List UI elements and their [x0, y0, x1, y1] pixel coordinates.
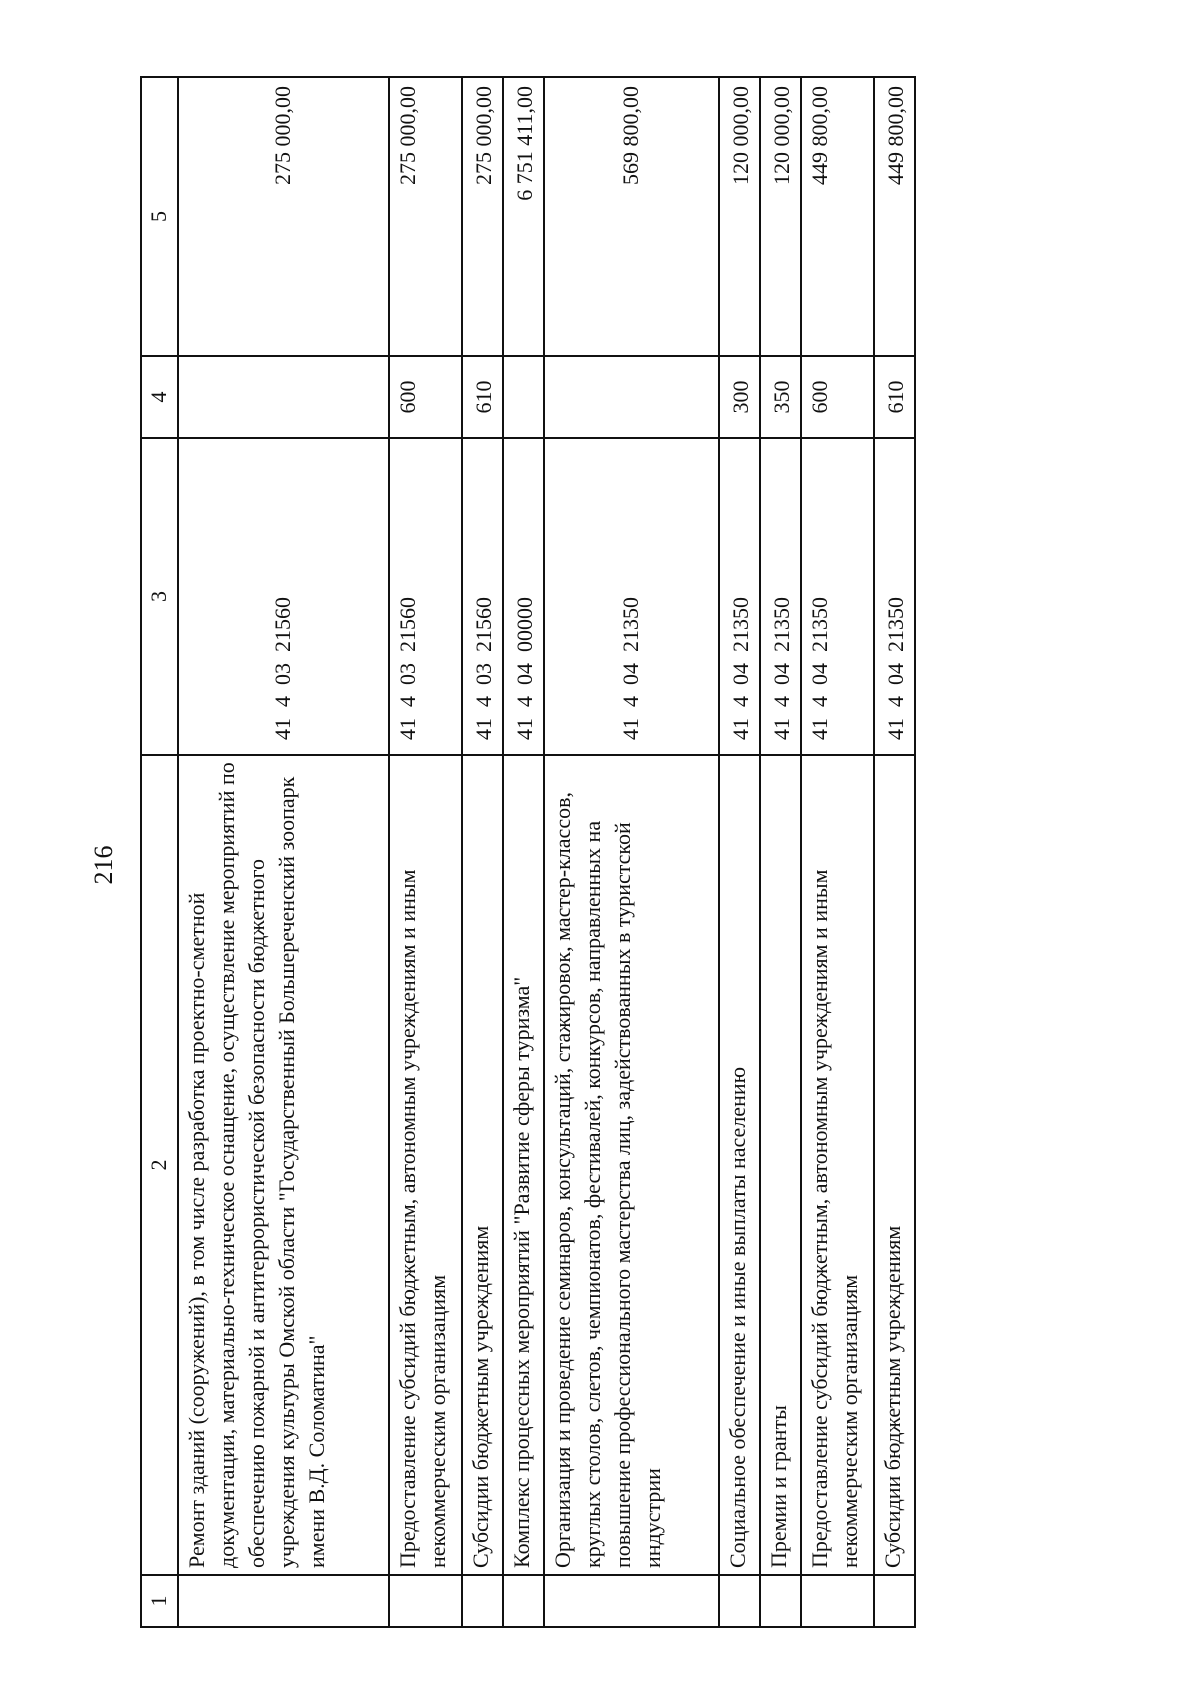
row-number-cell	[178, 1575, 389, 1627]
row-amount: 275 000,00	[389, 77, 462, 356]
budget-table	[140, 76, 916, 1628]
row-code: 41 4 04 21350	[760, 438, 801, 755]
table-row	[719, 77, 760, 1627]
row-number-cell	[801, 1575, 874, 1627]
row-code: 41 4 03 21560	[462, 438, 503, 755]
row-code: 41 4 04 21350	[801, 438, 874, 755]
row-type: 350	[760, 356, 801, 438]
row-name: Субсидии бюджетным учреждениям	[462, 755, 503, 1575]
row-code: 41 4 03 21560	[389, 438, 462, 755]
row-amount: 275 000,00	[462, 77, 503, 356]
row-type	[544, 356, 719, 438]
row-code: 41 4 04 21350	[874, 438, 915, 755]
row-amount: 449 800,00	[874, 77, 915, 356]
table-row	[462, 77, 503, 1627]
header-col-4: 4	[141, 356, 178, 438]
table-header-row	[141, 77, 178, 1627]
row-number-cell	[389, 1575, 462, 1627]
header-col-2: 2	[141, 755, 178, 1575]
row-type: 600	[801, 356, 874, 438]
row-number-cell	[544, 1575, 719, 1627]
table-row	[874, 77, 915, 1627]
header-col-5: 5	[141, 77, 178, 356]
table-row	[760, 77, 801, 1627]
table-row	[544, 77, 719, 1627]
row-name: Социальное обеспечение и иные выплаты населению	[719, 755, 760, 1575]
row-number-cell	[462, 1575, 503, 1627]
rotated-table-container	[140, 78, 916, 1628]
row-type: 610	[462, 356, 503, 438]
table-row	[178, 77, 389, 1627]
row-name: Премии и гранты	[760, 755, 801, 1575]
row-name: Ремонт зданий (сооружений), в том числе разработка проектно-сметной документации, материально-техническое оснащение, осуществление мероприятий по обеспечению пожарной и антитеррористической безопасности бюджетного учреждения культуры Омской области "Государственный Большереченский зоопарк имени В.Д. Соломатина"	[178, 755, 389, 1575]
table-row	[801, 77, 874, 1627]
row-type: 300	[719, 356, 760, 438]
row-number-cell	[760, 1575, 801, 1627]
header-col-1: 1	[141, 1575, 178, 1627]
row-name: Предоставление субсидий бюджетным, автономным учреждениям и иным некоммерческим организациям	[801, 755, 874, 1575]
table-row	[503, 77, 544, 1627]
row-code: 41 4 03 21560	[178, 438, 389, 755]
row-name: Организация и проведение семинаров, консультаций, стажировок, мастер-классов, круглых столов, слетов, чемпионатов, фестивалей, конкурсов, направленных на повышение профессионального мастерства лиц, задействованных в туристской индустрии	[544, 755, 719, 1575]
row-name: Комплекс процессных мероприятий "Развитие сферы туризма"	[503, 755, 544, 1575]
row-type	[503, 356, 544, 438]
row-type: 600	[389, 356, 462, 438]
row-code: 41 4 04 21350	[544, 438, 719, 755]
header-col-3: 3	[141, 438, 178, 755]
row-name: Субсидии бюджетным учреждениям	[874, 755, 915, 1575]
row-code: 41 4 04 00000	[503, 438, 544, 755]
page-number: 216	[89, 845, 118, 885]
row-amount: 120 000,00	[719, 77, 760, 356]
row-name: Предоставление субсидий бюджетным, автономным учреждениям и иным некоммерческим организациям	[389, 755, 462, 1575]
table-row	[389, 77, 462, 1627]
row-amount: 449 800,00	[801, 77, 874, 356]
row-amount: 275 000,00	[178, 77, 389, 356]
row-type	[178, 356, 389, 438]
row-code: 41 4 04 21350	[719, 438, 760, 755]
row-amount: 120 000,00	[760, 77, 801, 356]
row-number-cell	[719, 1575, 760, 1627]
row-amount: 6 751 411,00	[503, 77, 544, 356]
row-number-cell	[503, 1575, 544, 1627]
row-amount: 569 800,00	[544, 77, 719, 356]
row-type: 610	[874, 356, 915, 438]
row-number-cell	[874, 1575, 915, 1627]
